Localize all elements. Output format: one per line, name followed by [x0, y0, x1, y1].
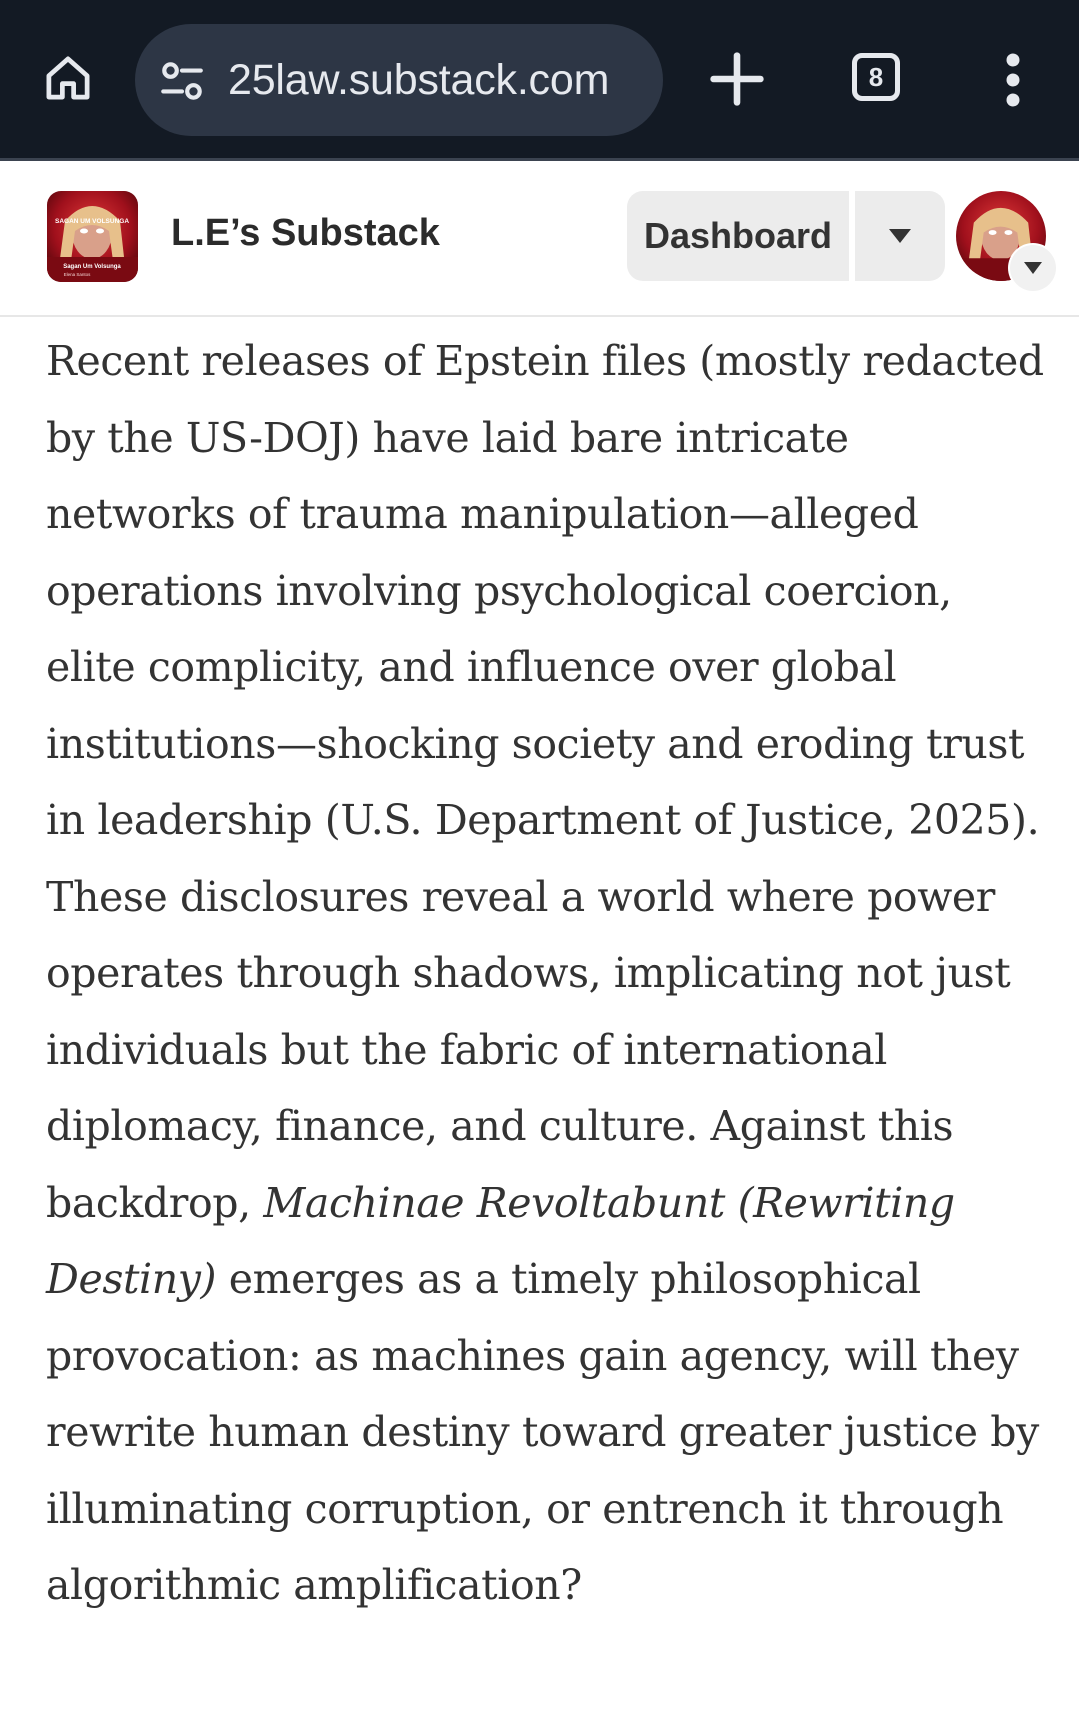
publication-logo[interactable] [47, 191, 138, 282]
dashboard-button[interactable]: Dashboard [627, 191, 849, 281]
article-paragraph [46, 323, 1046, 1624]
book-title: Machinae Revoltabunt (Rewriting Destiny) [46, 1178, 955, 1303]
more-vert-icon[interactable] [988, 50, 1038, 110]
publication-header [0, 161, 1079, 317]
publication-name[interactable]: L.E’s Substack [171, 212, 440, 254]
caret-down-icon [887, 227, 913, 245]
logo-title: SAGAN UM VOLSUNGA [54, 218, 130, 225]
tune-icon[interactable] [157, 56, 207, 106]
plus-icon[interactable] [704, 46, 770, 112]
article-text-before-title: Recent releases of Epstein files (mostly redacted by the US-DOJ) have laid bare intricate networks of trauma manipulation—alleged operations involving psychological coercion, elite complicity, and influence over global institutions—shocking society and eroding trust in leadership (U.S. Department of Justice, 2025). These disclosures reveal a world where power operates through shadows, implicating not just individuals but the fabric of international diplomacy, finance, and culture. Against this backdrop, [46, 337, 1044, 1227]
browser-toolbar [0, 0, 1079, 160]
home-button[interactable] [36, 46, 100, 110]
home-icon [41, 51, 95, 105]
url-text[interactable]: 25law.substack.com [228, 56, 610, 104]
logo-author: Elena Santos [63, 272, 91, 277]
logo-subtitle: Sagan Um Volsunga [63, 264, 121, 270]
publication-logo-image [47, 191, 138, 282]
address-bar[interactable] [135, 24, 663, 136]
dashboard-dropdown-button[interactable] [855, 191, 945, 281]
article-text-after-title: emerges as a timely philosophical provocation: as machines gain agency, will they rewrite human destiny toward greater justice by illuminating corruption, or entrench it through algorithmic amplification? [46, 1255, 1039, 1609]
account-menu-button[interactable] [1010, 245, 1056, 291]
tab-switcher-button[interactable]: 8 [852, 53, 900, 101]
caret-down-icon [1023, 261, 1043, 275]
